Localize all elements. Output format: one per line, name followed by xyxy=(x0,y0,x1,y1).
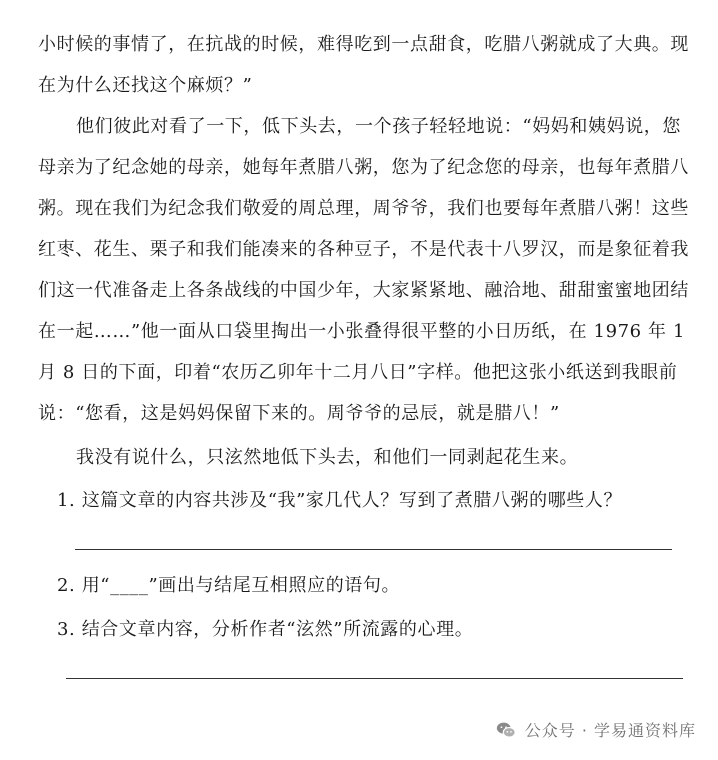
wechat-icon xyxy=(495,719,517,741)
watermark-text: 公众号 · 学易通资料库 xyxy=(524,721,696,740)
passage-line: 们这一代准备走上各条战线的中国少年，大家紧紧地、融洽地、甜甜蜜蜜地团结 xyxy=(38,280,689,301)
passage-line: 红枣、花生、栗子和我们能凑来的各种豆子，不是代表十八罗汉，而是象征着我 xyxy=(38,239,689,260)
answer-line-1[interactable] xyxy=(75,549,672,550)
passage-line: 说：“您看，这是妈妈保留下来的。周爷爷的忌辰，就是腊八！” xyxy=(38,403,560,424)
passage-line: 他们彼此对看了一下，低下头去，一个孩子轻轻地说：“妈妈和姨妈说，您 xyxy=(76,116,681,137)
passage-line: 小时候的事情了，在抗战的时候，难得吃到一点甜食，吃腊八粥就成了大典。现 xyxy=(38,34,689,55)
watermark xyxy=(495,718,696,741)
question-1: 1. 这篇文章的内容共涉及“我”家几代人？写到了煮腊八粥的哪些人？ xyxy=(57,490,623,511)
passage-line: 在为什么还找这个麻烦？” xyxy=(38,75,253,96)
passage-line: 我没有说什么，只泫然地低下头去，和他们一同剥起花生来。 xyxy=(76,447,579,468)
passage-line: 母亲为了纪念她的母亲，她每年煮腊八粥，您为了纪念您的母亲，也每年煮腊八 xyxy=(38,157,689,178)
question-2: 2. 用“____”画出与结尾互相照应的语句。 xyxy=(57,575,401,596)
answer-line-3[interactable] xyxy=(66,678,683,679)
passage-line: 月 8 日的下面，印着“农历乙卯年十二月八日”字样。他把这张小纸送到我眼前 xyxy=(38,362,678,383)
passage-line: 粥。现在我们为纪念我们敬爱的周总理，周爷爷，我们也要每年煮腊八粥！这些 xyxy=(38,198,689,219)
passage-line: 在一起……”他一面从口袋里掏出一小张叠得很平整的小日历纸，在 1976 年 1 xyxy=(38,321,686,342)
question-3: 3. 结合文章内容，分析作者“泫然”所流露的心理。 xyxy=(57,619,474,640)
